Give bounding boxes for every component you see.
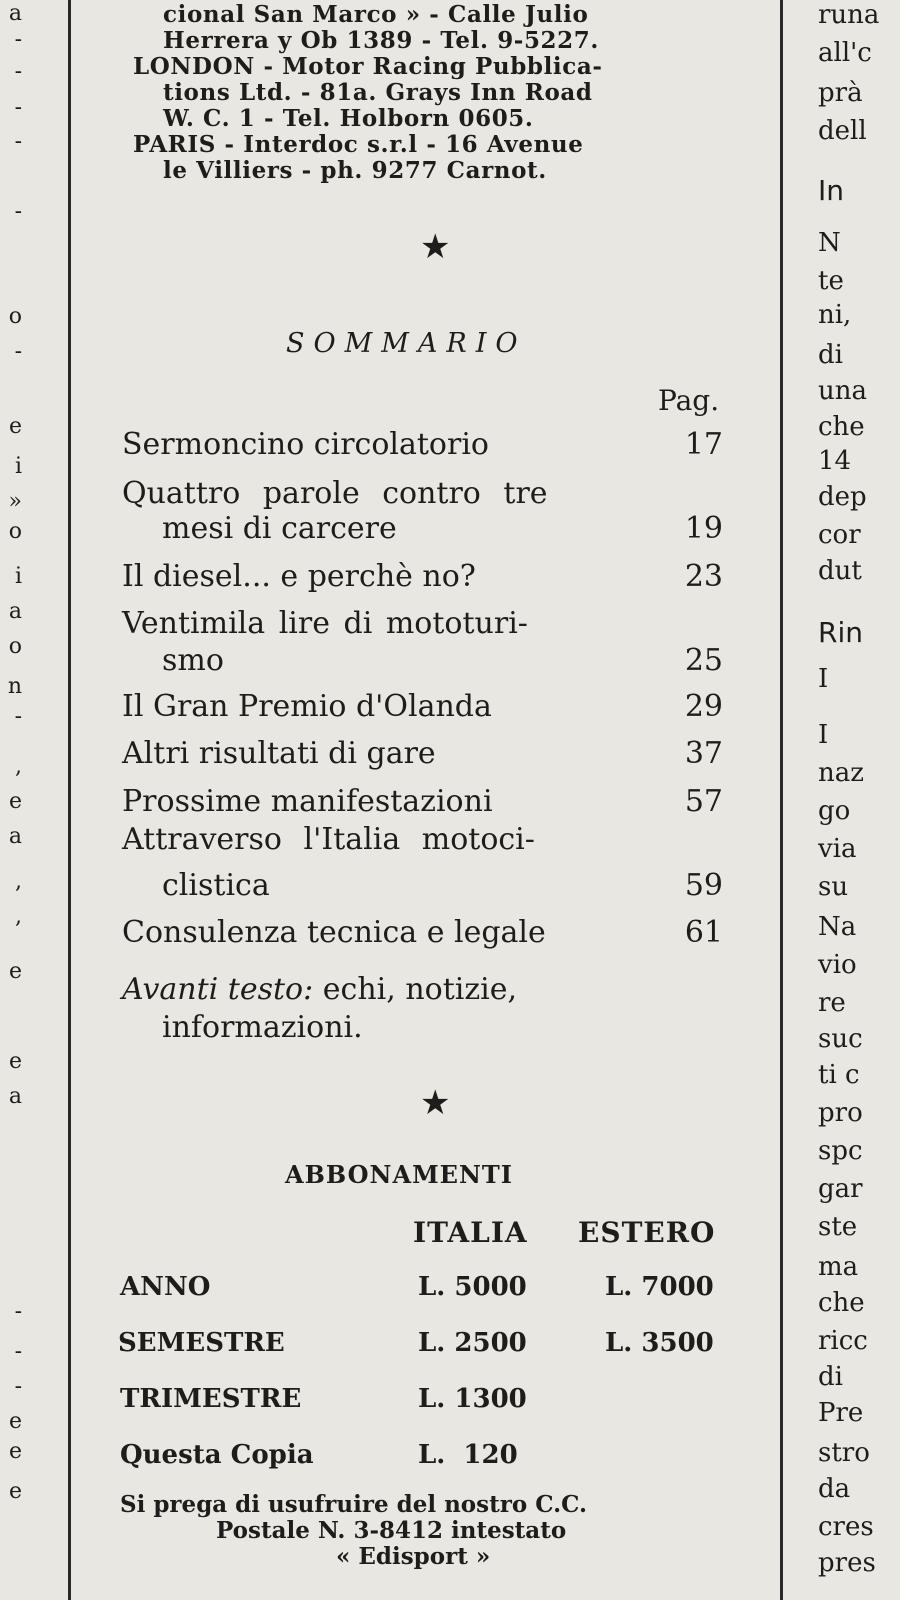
right-column-text: Na — [818, 912, 857, 942]
left-column-text: n — [7, 674, 22, 699]
toc-entry-title: Il Gran Premio d'Olanda — [122, 689, 492, 724]
right-column-text: runa — [818, 0, 880, 30]
right-column-text: che — [818, 1288, 865, 1318]
right-column-text: naz — [818, 758, 864, 788]
right-column-text: prà — [818, 78, 863, 108]
right-column-text: ricc — [818, 1326, 868, 1356]
abbonamenti-title: ABBONAMENTI — [285, 1160, 513, 1189]
left-column-text: - — [14, 1299, 22, 1324]
address-line: le Villiers - ph. 9277 Carnot. — [163, 157, 547, 184]
avanti-testo-text: echi, notizie, — [322, 972, 518, 1007]
toc-entry-page: 25 — [684, 643, 723, 678]
left-column-text: - — [14, 1374, 22, 1399]
right-column-text: spc — [818, 1136, 863, 1166]
right-column-text: gar — [818, 1174, 863, 1204]
price-italia: L. 2500 — [418, 1328, 527, 1358]
price-row-label: TRIMESTRE — [120, 1384, 302, 1414]
avanti-testo-cont: informazioni. — [162, 1010, 363, 1045]
toc-entry-page: 61 — [684, 915, 723, 950]
column-rule-left — [68, 0, 71, 1600]
right-column-text: cres — [818, 1512, 874, 1542]
left-column-text: i — [14, 454, 22, 479]
right-column-text: una — [818, 376, 867, 406]
left-column-text: - — [14, 339, 22, 364]
left-column-text: , — [15, 754, 22, 779]
right-column-text: ma — [818, 1252, 859, 1282]
left-column-text: i — [14, 564, 22, 589]
left-column-text: o — [8, 304, 22, 329]
star-ornament-icon: ★ — [420, 227, 451, 267]
left-column-text: e — [8, 789, 22, 814]
footer-line: Si prega di usufruire del nostro C.C. — [120, 1491, 588, 1518]
right-column-text: che — [818, 412, 865, 442]
toc-entry-title: Altri risultati di gare — [122, 736, 436, 771]
right-column-text: pro — [818, 1098, 863, 1128]
toc-entry-title: Quattro parole contro tre — [122, 476, 548, 511]
right-column-text: go — [818, 796, 851, 826]
toc-entry-title-cont: clistica — [162, 868, 270, 903]
left-column-text: a — [8, 824, 22, 849]
price-italia: L. 1300 — [418, 1384, 527, 1414]
right-column-text: Rin — [818, 616, 863, 649]
left-column-text: - — [14, 704, 22, 729]
right-column-text: 14 — [818, 446, 852, 476]
left-column-text: e — [8, 1409, 22, 1434]
footer-line: Postale N. 3-8412 intestato — [216, 1517, 567, 1544]
toc-entry-title: Sermoncino circolatorio — [122, 427, 489, 462]
right-column-text: ti c — [818, 1060, 860, 1090]
left-column-text: , — [15, 904, 22, 929]
toc-entry-page: 19 — [684, 511, 723, 546]
address-line: tions Ltd. - 81a. Grays Inn Road — [163, 79, 593, 106]
right-column-text: di — [818, 340, 843, 370]
address-line: LONDON - Motor Racing Pubblica- — [133, 53, 603, 80]
left-column-text: e — [8, 959, 22, 984]
address-line: cional San Marco » - Calle Julio — [163, 1, 589, 28]
left-column-text: , — [15, 869, 22, 894]
left-column-text: - — [14, 27, 22, 52]
left-column-text: - — [14, 129, 22, 154]
right-column-text: I — [818, 664, 829, 694]
toc-entry-page: 37 — [684, 736, 723, 771]
price-italia: L. 120 — [418, 1440, 518, 1470]
footer-line: « Edisport » — [336, 1543, 491, 1570]
left-column-text: o — [8, 519, 22, 544]
right-column-text: cor — [818, 520, 861, 550]
right-column-text: vio — [818, 950, 857, 980]
right-column-text: ste — [818, 1212, 858, 1242]
address-line: W. C. 1 - Tel. Holborn 0605. — [163, 105, 534, 132]
left-column-text: e — [8, 1439, 22, 1464]
right-column-text: dell — [818, 116, 867, 146]
left-column-text: e — [8, 1049, 22, 1074]
right-column-text: te — [818, 266, 844, 296]
toc-entry-page: 17 — [684, 427, 723, 462]
right-column-text: via — [818, 834, 857, 864]
left-column-text: e — [8, 1479, 22, 1504]
left-column-text: - — [14, 1339, 22, 1364]
right-column-text: pres — [818, 1548, 876, 1578]
right-column-text: ni, — [818, 300, 852, 330]
right-column-text: da — [818, 1474, 851, 1504]
left-column-text: » — [8, 489, 22, 514]
toc-entry-page: 57 — [684, 784, 723, 819]
price-row-label: SEMESTRE — [118, 1328, 285, 1358]
left-column-text: e — [8, 414, 22, 439]
price-estero: L. 7000 — [605, 1272, 714, 1302]
toc-entry-page: 23 — [684, 559, 723, 594]
price-row-label: Questa Copia — [120, 1440, 314, 1470]
right-column-text: di — [818, 1362, 843, 1392]
star-ornament-icon: ★ — [420, 1083, 451, 1123]
right-column-text: stro — [818, 1438, 870, 1468]
left-column-text: a — [8, 1084, 22, 1109]
left-column-text: - — [14, 199, 22, 224]
column-rule-right — [780, 0, 783, 1600]
right-column-text: dep — [818, 482, 867, 512]
price-row-label: ANNO — [120, 1272, 211, 1302]
left-column-text: o — [8, 634, 22, 659]
address-line: PARIS - Interdoc s.r.l - 16 Avenue — [133, 131, 584, 158]
toc-entry-title: Attraverso l'Italia motoci- — [122, 822, 535, 857]
toc-entry-title-cont: mesi di carcere — [162, 511, 397, 546]
toc-entry-title: Prossime manifestazioni — [122, 784, 493, 819]
right-column-text: all'c — [818, 38, 872, 68]
right-column-text: su — [818, 872, 849, 902]
right-column-fragment — [818, 0, 900, 1600]
right-column-text: Pre — [818, 1398, 864, 1428]
right-column-text: I — [818, 720, 829, 750]
right-column-text: suc — [818, 1024, 863, 1054]
toc-entry-title: Ventimila lire di mototuri- — [122, 606, 528, 641]
left-column-text: a — [8, 1, 22, 26]
price-italia: L. 5000 — [418, 1272, 527, 1302]
toc-entry-page: 59 — [684, 868, 723, 903]
right-column-text: dut — [818, 556, 862, 586]
left-column-text: - — [14, 95, 22, 120]
toc-entry-title: Consulenza tecnica e legale — [122, 915, 546, 950]
price-estero: L. 3500 — [605, 1328, 714, 1358]
col-header-italia: ITALIA — [413, 1216, 528, 1249]
address-line: Herrera y Ob 1389 - Tel. 9-5227. — [163, 27, 599, 54]
left-column-text: a — [8, 599, 22, 624]
right-column-text: In — [818, 174, 845, 207]
page-column-header: Pag. — [658, 384, 720, 417]
left-column-fragment — [0, 0, 22, 1600]
toc-entry-title: Il diesel... e perchè no? — [122, 559, 476, 594]
avanti-testo-note — [122, 972, 517, 1008]
col-header-estero: ESTERO — [578, 1216, 716, 1249]
right-column-text: re — [818, 988, 846, 1018]
right-column-text: N — [818, 228, 841, 258]
toc-entry-page: 29 — [684, 689, 723, 724]
sommario-title: SOMMARIO — [286, 328, 527, 359]
toc-entry-title-cont: smo — [162, 643, 224, 678]
avanti-testo-label: Avanti testo: — [122, 972, 314, 1007]
left-column-text: - — [14, 59, 22, 84]
